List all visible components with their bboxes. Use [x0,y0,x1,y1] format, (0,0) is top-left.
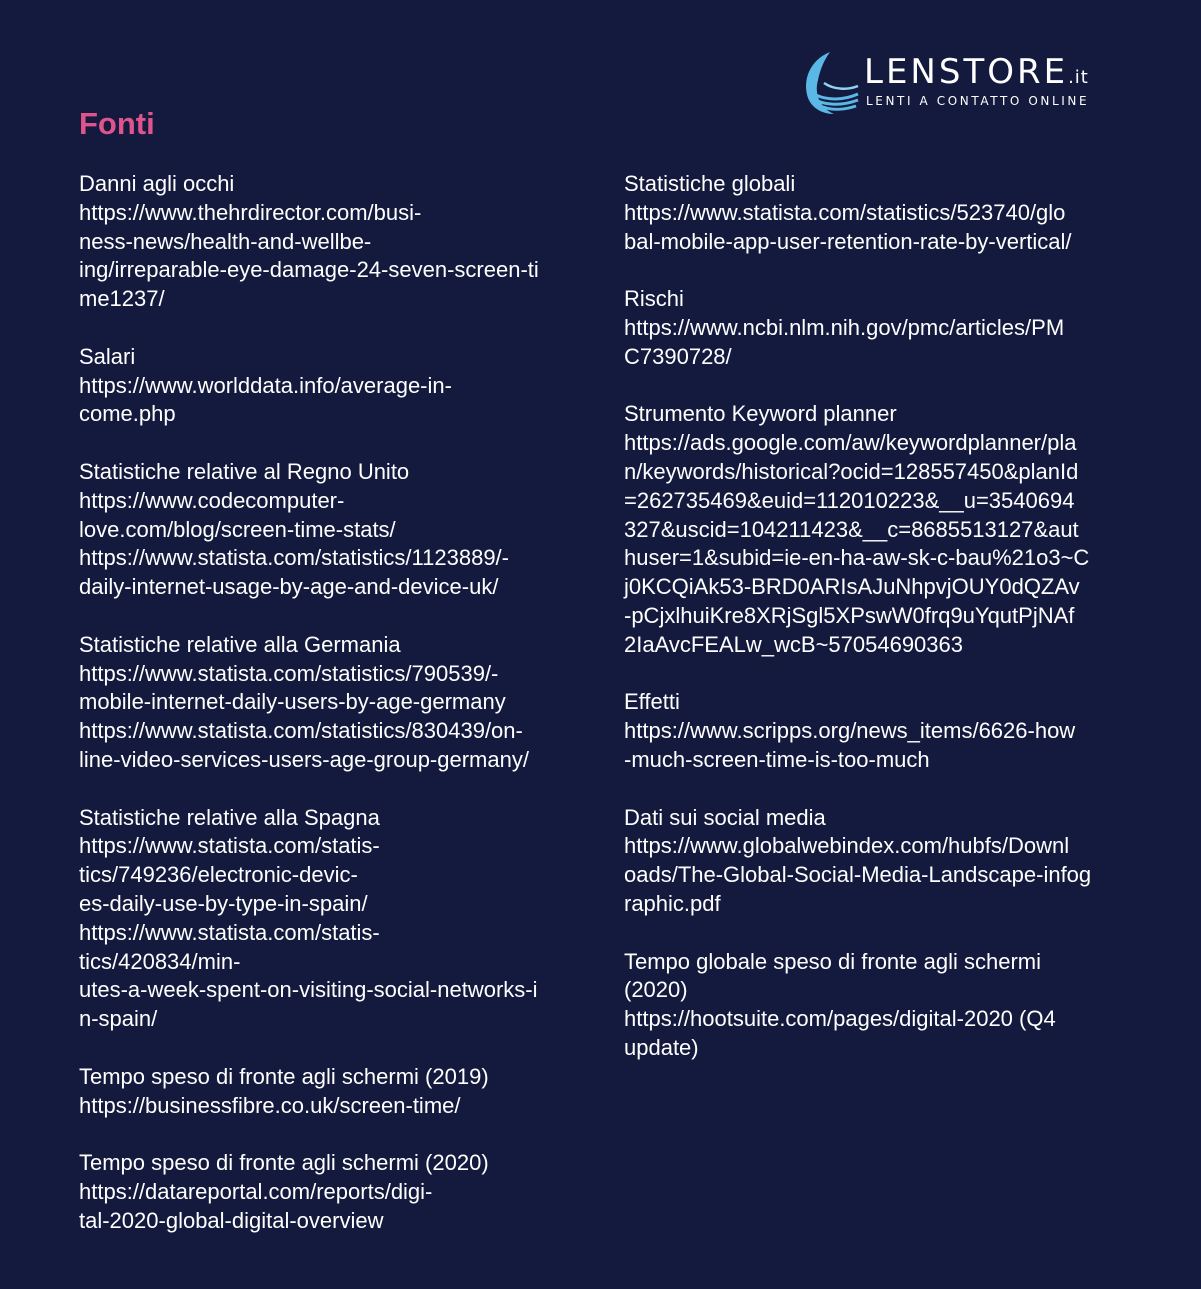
source-url-line[interactable]: https://www.worlddata.info/average-in- [79,372,452,398]
source-url-line[interactable]: n/keywords/historical?ocid=128557450&planId [624,458,1079,484]
source-url-line[interactable]: https://hootsuite.com/pages/digital-2020 (Q4 [624,1006,1056,1032]
source-heading: Statistiche relative alla Spagna [79,804,380,830]
source-url-line[interactable]: https://www.thehrdirector.com/busi- [79,199,422,225]
source-heading: Effetti [624,689,680,715]
source-url-line[interactable]: utes-a-week-spent-on-visiting-social-networks-i [79,977,538,1003]
logo-wordmark [864,54,1089,96]
source-url-line[interactable]: me1237/ [79,286,165,312]
source-entry [79,343,594,429]
source-heading: Tempo speso di fronte agli schermi (2020) [79,1150,489,1176]
source-heading: Tempo speso di fronte agli schermi (2019) [79,1063,489,1089]
source-heading: Salari [79,343,136,369]
source-url-line[interactable]: oads/The-Global-Social-Media-Landscape-infog [624,862,1092,888]
source-heading: Statistiche globali [624,171,796,196]
source-url-line[interactable]: n-spain/ [79,1006,158,1032]
source-url-line[interactable]: https://datareportal.com/reports/digi- [79,1178,433,1204]
source-url-line[interactable]: es-daily-use-by-type-in-spain/ [79,890,368,916]
source-url-line[interactable]: =262735469&euid=112010223&__u=3540694 [624,487,1075,513]
source-entry [79,804,594,1034]
source-url-line[interactable]: https://www.statista.com/statis- [79,833,380,859]
source-entry [624,170,1139,256]
logo-brand: LENSTORE [864,52,1069,92]
source-heading: Danni agli occhi [79,171,235,196]
source-url-line[interactable]: mobile-internet-daily-users-by-age-germany [79,689,506,715]
source-url-line[interactable]: come.php [79,401,176,427]
source-url-line[interactable]: tal-2020-global-digital-overview [79,1207,384,1233]
source-entry [624,804,1139,919]
logo-tld: .it [1068,67,1089,88]
sources-column-right [624,170,1139,1092]
source-url-line[interactable]: love.com/blog/screen-time-stats/ [79,516,396,542]
source-url-line[interactable]: j0KCQiAk53-BRD0ARIsAJuNhpvjOUY0dQZAv [624,574,1080,600]
source-heading: Statistiche relative alla Germania [79,631,401,657]
source-entry [79,1063,594,1121]
source-url-line[interactable]: huser=1&subid=ie-en-ha-aw-sk-c-bau%21o3~C [624,545,1090,571]
source-entry [624,948,1139,1063]
sources-column-left [79,170,594,1264]
source-heading: Tempo globale speso di fronte agli schermi [624,948,1042,974]
source-heading: Statistiche relative al Regno Unito [79,458,410,484]
lenstore-wave-icon [800,50,860,116]
source-url-line[interactable]: tics/420834/min- [79,948,241,974]
source-url-line[interactable]: https://www.statista.com/statis- [79,919,380,945]
source-entry [624,400,1139,659]
source-entry [79,170,594,314]
logo-tagline: LENTI A CONTATTO ONLINE [866,94,1090,108]
source-entry [79,1149,594,1235]
source-url-line[interactable]: https://www.statista.com/statistics/830439/on- [79,718,523,744]
source-url-line[interactable]: 327&uscid=104211423&__c=8685513127&aut [624,516,1079,542]
source-url-line[interactable]: update) [624,1034,699,1060]
lenstore-logo[interactable] [800,50,1100,120]
source-url-line[interactable]: ness-news/health-and-wellbe- [79,228,372,254]
source-heading: Rischi [624,286,684,312]
source-url-line[interactable]: daily-internet-usage-by-age-and-device-uk/ [79,574,499,600]
source-url-line[interactable]: bal-mobile-app-user-retention-rate-by-vertical/ [624,228,1072,254]
source-url-line[interactable]: https://www.statista.com/statistics/790539/- [79,660,499,686]
source-url-line[interactable]: https://www.ncbi.nlm.nih.gov/pmc/articles/PM [624,314,1065,340]
source-url-line[interactable]: ing/irreparable-eye-damage-24-seven-screen-ti [79,257,539,283]
source-url-line[interactable]: https://www.scripps.org/news_items/6626-how [624,718,1076,744]
source-heading: Strumento Keyword planner [624,401,897,427]
source-url-line[interactable]: (2020) [624,977,688,1003]
source-url-line[interactable]: https://www.codecomputer- [79,487,345,513]
source-entry [79,631,594,775]
source-url-line[interactable]: C7390728/ [624,343,732,369]
source-url-line[interactable]: raphic.pdf [624,890,721,916]
source-url-line[interactable]: https://ads.google.com/aw/keywordplanner/pla [624,430,1077,456]
source-entry [79,458,594,602]
source-heading: Dati sui social media [624,804,826,830]
source-url-line[interactable]: -much-screen-time-is-too-much [624,746,930,772]
source-url-line[interactable]: line-video-services-users-age-group-germany/ [79,746,529,772]
source-entry [624,285,1139,371]
source-url-line[interactable]: https://businessfibre.co.uk/screen-time/ [79,1092,461,1118]
page-title: Fonti [79,106,155,141]
source-url-line[interactable]: -pCjxlhuiKre8XRjSgl5XPswW0frq9uYqutPjNAf [624,602,1075,628]
source-url-line[interactable]: tics/749236/electronic-devic- [79,862,358,888]
source-entry [624,688,1139,774]
source-url-line[interactable]: https://www.statista.com/statistics/523740/glo [624,199,1066,225]
source-url-line[interactable]: https://www.globalwebindex.com/hubfs/Downl [624,833,1070,859]
source-url-line[interactable]: 2IaAvcFEALw_wcB~57054690363 [624,631,964,657]
source-url-line[interactable]: https://www.statista.com/statistics/1123889/- [79,545,509,571]
